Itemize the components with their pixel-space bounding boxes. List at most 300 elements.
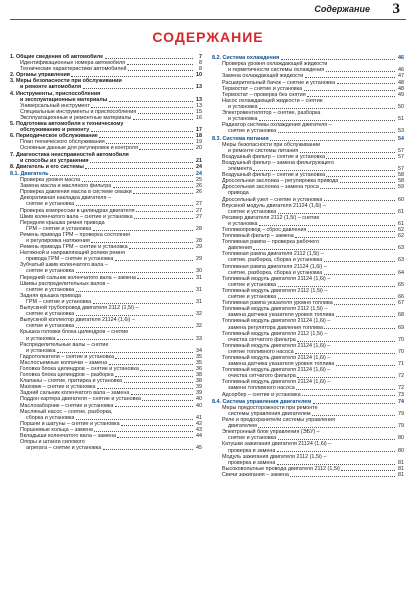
toc-entry-title: Топливный модуль двигателя 2112 (1,5i) – — [222, 306, 328, 313]
toc-entry-page: 13 — [196, 96, 202, 103]
toc-dot-leader — [300, 152, 395, 153]
toc-entry-title: 8.2. Система охлаждения — [212, 55, 280, 62]
toc-entry-title: Поршни и шатуны – снятие и установка — [20, 420, 120, 427]
toc-entry — [212, 392, 404, 398]
toc-dot-leader — [57, 339, 192, 340]
toc-dot-leader — [117, 437, 192, 438]
toc-entry-title: снятие и установка — [26, 268, 75, 275]
toc-dot-leader — [336, 365, 395, 366]
toc-entry-page: 70 — [398, 336, 404, 343]
toc-entry-page: 25 — [196, 177, 202, 184]
toc-entry-title: и эксплуатационные материалы — [20, 96, 108, 103]
toc-entry-page: 73 — [398, 391, 404, 398]
toc-dot-leader — [82, 181, 193, 182]
toc-dot-leader — [142, 400, 192, 401]
toc-entry-page: 26 — [196, 183, 202, 190]
toc-entry-page: 31 — [196, 286, 202, 293]
toc-entry-title: Крышка головки блока цилиндров – снятие — [20, 329, 129, 336]
toc-dot-leader — [281, 59, 395, 60]
toc-entry-title: Свечи зажигания – замена — [222, 471, 289, 478]
toc-entry-title: Шкивы распределительных валов – — [20, 280, 110, 287]
toc-dot-leader — [312, 415, 394, 416]
toc-dot-leader — [90, 162, 192, 163]
toc-entry-title: Проверка давления масла в системе смазки — [20, 189, 132, 196]
toc-entry-page: 50 — [398, 103, 404, 110]
toc-entry-title: Топливный фильтр – замена — [222, 233, 294, 240]
toc-entry-title: и ремонте системы питания — [228, 147, 299, 154]
toc-entry-title: 6. Периодическое обслуживание — [10, 133, 98, 140]
toc-dot-leader — [140, 370, 192, 371]
toc-dot-leader — [297, 341, 394, 342]
toc-entry-page: 42 — [196, 420, 202, 427]
toc-dot-leader — [109, 364, 193, 365]
toc-dot-leader — [326, 71, 395, 72]
toc-entry-page: 62 — [398, 233, 404, 240]
toc-entry-title: Головка блока цилиндров – разборка — [20, 372, 114, 379]
toc-entry-title: Топливный модуль двигателя 2112 (1,5i) – — [222, 330, 328, 337]
toc-dot-leader — [324, 328, 394, 329]
toc-entry-title: Дроссельная заслонка – замена троса — [222, 184, 319, 191]
toc-dot-leader — [105, 58, 193, 59]
toc-entry-title: агрегата – снятие и установка — [26, 445, 102, 452]
toc-entry-title: Проверка уровня охлаждающей жидкости — [222, 61, 328, 68]
toc-entry-page: 58 — [398, 178, 404, 185]
toc-entry-page: 32 — [196, 323, 202, 330]
toc-entry-page: 45 — [196, 445, 202, 452]
toc-entry-title: двигателем — [228, 423, 257, 430]
toc-entry-title: 8.1. Двигатель — [10, 170, 49, 177]
toc-entry-page: 18 — [196, 133, 202, 140]
toc-dot-leader — [76, 419, 193, 420]
toc-dot-leader — [94, 431, 192, 432]
toc-entry-title: Основные данные для регулировок и контроля — [20, 145, 138, 152]
toc-entry-title: Гидротолкатели – снятие и установка — [20, 353, 114, 360]
toc-dot-leader — [115, 358, 192, 359]
toc-entry-title: Топливный модуль двигателя 21124 (1,6i) – — [222, 318, 331, 325]
toc-entry-title: 7. Диагностика неисправностей автомобиля — [10, 151, 129, 158]
toc-entry-title: Топливный модуль двигателя 21124 (1,6i) – — [222, 275, 331, 282]
toc-entry-title: очистка сетчатого фильтра — [228, 336, 296, 343]
toc-dot-leader — [139, 149, 192, 150]
toc-dot-leader — [278, 132, 395, 133]
toc-entry-page: 24 — [196, 170, 202, 177]
toc-dot-leader — [296, 389, 394, 390]
toc-entry-title: Головка блока цилиндров – снятие и установка — [20, 365, 139, 372]
toc-entry-title: Клапаны – снятие, притирка и установка — [20, 378, 123, 385]
toc-entry-page: 62 — [398, 227, 404, 233]
toc-entry-title: Топливопровод – сброс давления — [222, 227, 307, 233]
toc-dot-leader — [57, 352, 192, 353]
toc-entry-title: 1. Общие сведения об автомобиле — [10, 54, 104, 60]
toc-entry-page: 36 — [196, 365, 202, 372]
toc-entry-title: Реле и предохранители системы управления — [222, 417, 336, 424]
toc-entry-title: Меры безопасности при обслуживании — [222, 141, 320, 148]
toc-entry-title: Топливный модуль двигателя 21124 (1,6i) – — [222, 354, 331, 361]
toc-entry-title: системы управления двигателем — [228, 411, 311, 417]
toc-entry-title: Опоры и штанги силового — [20, 439, 85, 446]
toc-entry-title: Топливная рампа двигателя 2112 (1,5i) – — [222, 251, 324, 258]
toc-entry-page: 68 — [398, 312, 404, 319]
toc-entry-title: Задний сальник коленчатого вала – замена — [20, 390, 130, 397]
toc-entry-title: Замена масла и масляного фильтра — [20, 183, 112, 190]
toc-entry-title: Маховик – снятие и установка — [20, 384, 96, 391]
toc-entry-title: и установка — [26, 347, 56, 354]
toc-dot-leader — [334, 304, 394, 305]
toc-entry-title: Расширительный бачок – снятие и установка — [222, 79, 336, 86]
toc-entry-page: 59 — [398, 184, 404, 191]
toc-entry-title: 8.4. Система управления двигателем — [212, 398, 312, 405]
toc-dot-leader — [138, 113, 193, 114]
toc-entry-title: 4. Инструменты, приспособления — [10, 90, 101, 97]
toc-entry-title: Вкладыши коленчатого вала – замена — [20, 433, 116, 439]
toc-entry — [212, 472, 404, 478]
toc-dot-leader — [121, 425, 192, 426]
toc-entry-page: 57 — [398, 166, 404, 173]
toc-entry-page: 13 — [196, 102, 202, 109]
toc-entry-page: 43 — [196, 426, 202, 433]
toc-entry-page: 81 — [398, 459, 404, 466]
toc-dot-leader — [76, 291, 193, 292]
toc-dot-leader — [76, 205, 193, 206]
toc-entry-title: снятие и установка — [228, 435, 277, 442]
toc-dot-leader — [91, 242, 192, 243]
toc-entry-title: снятие и установка — [228, 294, 277, 301]
toc-entry — [212, 128, 404, 134]
toc-entry-title: Высоковольтные провода двигателя 2112 (1,5i) — [222, 465, 340, 472]
toc-entry-page: 79 — [398, 411, 404, 417]
toc-entry-title: Топливная рампа двигателя 21124 (1,6i) – — [222, 263, 327, 270]
toc-entry-title: Зубчатый шкив коленчатого вала – — [20, 262, 108, 269]
toc-dot-leader — [106, 143, 192, 144]
toc-entry-page: 72 — [398, 373, 404, 380]
toc-dot-leader — [308, 231, 395, 232]
toc-entry-page: 13 — [196, 84, 202, 91]
toc-entry-page: 80 — [398, 435, 404, 442]
toc-entry-title: снятие и установка — [26, 286, 75, 293]
toc-entry-page: 32 — [196, 311, 202, 318]
toc-entry-page: 53 — [398, 128, 404, 135]
toc-entry-page: 26 — [196, 189, 202, 196]
toc-entry-title: Проверка компрессии в цилиндрах двигателя — [20, 207, 135, 214]
toc-entry-title: Идентификационные номера автомобиля — [20, 60, 126, 67]
toc-entry-page: 7 — [199, 54, 202, 60]
toc-entry-page: 8 — [199, 66, 202, 73]
toc-dot-leader — [76, 315, 193, 316]
toc-entry-page: 24 — [196, 163, 202, 170]
toc-entry-page: 48 — [398, 79, 404, 86]
toc-entry-page: 63 — [398, 257, 404, 264]
toc-entry-title: Выпускной коллектор двигателя 21124 (1,6i) – — [20, 317, 135, 324]
toc-dot-leader — [253, 170, 394, 171]
toc-entry-title: Воздушный фильтр – замена фильтрующего — [222, 159, 334, 166]
toc-entry-page: 44 — [196, 433, 202, 439]
toc-dot-leader — [137, 278, 192, 279]
toc-entry-title: Термостат – снятие и установка — [222, 85, 303, 92]
toc-entry-title: проверка и замена — [228, 459, 276, 466]
toc-entry-page: 46 — [398, 55, 404, 62]
toc-dot-leader — [277, 464, 395, 465]
toc-entry — [10, 164, 202, 170]
toc-entry-title: и установка — [26, 335, 56, 342]
toc-entry-title: давления — [228, 245, 252, 252]
toc-entry-title: и ремонте автомобиля — [20, 84, 82, 91]
toc-entry-title: обслуживанию и ремонту — [20, 127, 90, 134]
toc-dot-leader — [326, 176, 394, 177]
toc-entry-title: Насос охлаждающей жидкости – снятие — [222, 97, 323, 104]
toc-entry-page: 29 — [196, 244, 202, 251]
toc-entry-page: 71 — [398, 361, 404, 368]
toc-entry-page: 34 — [196, 347, 202, 354]
toc-entry-page: 39 — [196, 390, 202, 397]
toc-right-column — [212, 54, 404, 478]
toc-entry-page: 79 — [398, 423, 404, 430]
toc-entry-title: Ремень привода ГРМ – снятие и установка — [20, 244, 128, 251]
toc-entry-title: проверка и замена — [228, 447, 276, 454]
toc-entry-title: привода — [228, 190, 249, 197]
toc-entry-title: Воздушный фильтр – снятие и установка — [222, 172, 325, 179]
toc-entry-title: Дроссельный узел – снятие и установка — [222, 196, 323, 203]
toc-dot-leader — [270, 140, 394, 141]
page-title: СОДЕРЖАНИЕ — [152, 29, 264, 45]
toc-dot-leader — [99, 137, 192, 138]
toc-entry-page: 58 — [398, 172, 404, 179]
toc-dot-leader — [324, 261, 395, 262]
toc-entry-title: замена регулятора давления топлива — [228, 324, 323, 331]
toc-dot-leader — [313, 403, 395, 404]
toc-entry-title: Выпускной трубопровод двигателя 2112 (1,5i) – — [20, 305, 139, 312]
toc-entry-title: Эксплуатационные и ремонтные материалы — [20, 114, 132, 121]
toc-entry-title: Топливная рампа – проверка рабочего — [222, 239, 320, 246]
toc-entry-title: ГРМ – снятие и установка — [26, 298, 92, 305]
toc-entry-title: очистка сетчатого фильтра — [228, 373, 296, 380]
toc-entry-title: снятие и установка — [26, 323, 75, 330]
toc-dot-leader — [324, 274, 395, 275]
toc-entry-page: 20 — [196, 145, 202, 152]
toc-dot-leader — [305, 77, 395, 78]
toc-entry-title: Передний сальник коленчатого вала – замена — [20, 274, 136, 281]
toc-entry-title: Проверка уровня масла — [20, 177, 81, 184]
toc-dot-leader — [337, 83, 395, 84]
toc-entry-page: 16 — [196, 114, 202, 121]
toc-entry-page: 67 — [398, 300, 404, 307]
toc-entry-title: Поддон картера двигателя – снятие и установка — [20, 396, 141, 403]
toc-entry-page: 35 — [196, 353, 202, 360]
toc-dot-leader — [259, 120, 394, 121]
toc-entry-page: 29 — [196, 256, 202, 263]
toc-entry-title: Задняя крышка привода — [20, 292, 81, 299]
toc-entry-title: замена датчика указателя уровня топлива — [228, 361, 335, 368]
toc-entry-title: Меры предосторожности при ремонте — [222, 404, 318, 411]
toc-entry-page: 31 — [196, 274, 202, 281]
page-number: 3 — [392, 1, 400, 17]
running-header: Содержание — [314, 4, 370, 14]
header-divider — [10, 19, 406, 20]
toc-entry-page: 70 — [398, 348, 404, 355]
toc-dot-leader — [340, 182, 395, 183]
toc-entry-title: Специальные инструменты и приспособления — [20, 108, 137, 115]
toc-entry-title: снятие, разборка, сборка и установка — [228, 269, 323, 276]
toc-dot-leader — [133, 193, 192, 194]
toc-entry-title: Электровентилятор – снятие, разборка — [222, 110, 321, 117]
toc-dot-leader — [134, 218, 192, 219]
toc-entry-title: Топливный модуль двигателя 21124 (1,6i) – — [222, 379, 331, 386]
toc-entry-page: 69 — [398, 324, 404, 331]
toc-entry-page: 35 — [196, 359, 202, 366]
toc-entry-page: 28 — [196, 225, 202, 232]
toc-entry-title: Масляный насос – снятие, разборка, — [20, 408, 113, 415]
toc-entry-page: 28 — [196, 238, 202, 244]
toc-entry-title: Замена охлаждающей жидкости — [222, 73, 304, 80]
toc-dot-leader — [129, 248, 192, 249]
toc-entry-title: элемента — [228, 166, 252, 173]
toc-dot-leader — [83, 88, 193, 89]
toc-dot-leader — [297, 377, 394, 378]
toc-entry-title: 8. Двигатель и его системы — [10, 163, 84, 170]
toc-entry-title: сборка и установка — [26, 414, 75, 421]
toc-entry-page: 49 — [398, 91, 404, 98]
toc-entry-title: Маслозаборник – снятие и установка — [20, 402, 114, 409]
toc-entry-page: 81 — [398, 465, 404, 472]
toc-entry-title: и способы их устранения — [20, 157, 89, 164]
toc-dot-leader — [320, 188, 394, 189]
toc-dot-leader — [341, 470, 394, 471]
toc-entry-title: 8.3. Система питания — [212, 135, 269, 142]
toc-entry-page: 48 — [398, 85, 404, 92]
toc-dot-leader — [307, 96, 394, 97]
toc-entry-page: 27 — [196, 213, 202, 220]
toc-entry-title: Радиатор системы охлаждения двигателя – — [222, 122, 332, 129]
toc-dot-leader — [76, 272, 193, 273]
toc-entry-title: Термостат – проверка без снятия — [222, 91, 306, 98]
toc-entry-page: 15 — [196, 108, 202, 115]
toc-entry-title: Поршневые кольца – замена — [20, 426, 93, 433]
toc-entry-page: 64 — [398, 269, 404, 276]
toc-dot-leader — [93, 230, 193, 231]
toc-dot-leader — [290, 476, 394, 477]
toc-entry — [10, 445, 202, 451]
toc-dot-leader — [85, 168, 192, 169]
toc-entry-title: Универсальный инструмент — [20, 102, 90, 109]
toc-entry-title: Распределительные валы – снятие — [20, 341, 109, 348]
toc-dot-leader — [124, 382, 193, 383]
toc-entry-title: План технического обслуживания — [20, 139, 105, 146]
toc-entry-page: 40 — [196, 402, 202, 409]
toc-entry-title: Передняя крышка ремня привода — [20, 219, 105, 226]
toc-entry-page: 74 — [398, 398, 404, 405]
toc-dot-leader — [304, 90, 395, 91]
toc-entry-page: 39 — [196, 384, 202, 391]
toc-entry-title: и регулировка натяжения — [26, 238, 90, 244]
toc-entry-title: снятие, разборка, сборка и установка — [228, 257, 323, 264]
toc-dot-leader — [50, 175, 192, 176]
toc-dot-leader — [253, 249, 394, 250]
toc-entry-page: 27 — [196, 201, 202, 208]
toc-dot-leader — [324, 200, 395, 201]
toc-dot-leader — [326, 158, 394, 159]
toc-entry-page: 31 — [196, 298, 202, 305]
toc-entry-page: 10 — [196, 72, 202, 79]
toc-dot-leader — [259, 225, 394, 226]
toc-entry-title: привода ГРМ – снятие и установка — [26, 256, 114, 263]
toc-entry-title: Электронный блок управления (ЭБУ) – — [222, 429, 320, 436]
toc-entry-title: Модуль зажигания двигателя 2112 (1,5i) – — [222, 453, 327, 460]
toc-entry-page: 47 — [398, 73, 404, 80]
toc-dot-leader — [109, 101, 193, 102]
toc-entry-title: Топливная рампа указателя уровня топлива — [222, 300, 333, 307]
toc-entry-page: 61 — [398, 220, 404, 227]
toc-entry-title: снятие и установка — [26, 201, 75, 208]
toc-dot-leader — [278, 439, 395, 440]
toc-entry-title: Ремень привода ГРМ – проверка состояния — [20, 231, 130, 238]
toc-dot-leader — [133, 119, 193, 120]
toc-entry-page: 46 — [398, 67, 404, 74]
toc-dot-leader — [336, 316, 395, 317]
toc-entry-page: 38 — [196, 378, 202, 385]
toc-entry-page: 80 — [398, 447, 404, 454]
toc-entry-page: 51 — [398, 116, 404, 123]
toc-entry-title: 2. Органы управления — [10, 72, 70, 79]
toc-entry-page: 57 — [398, 147, 404, 154]
toc-dot-leader — [295, 237, 394, 238]
toc-entry-page: 81 — [398, 471, 404, 478]
toc-entry-title: Воздушный фильтр – снятие и установка — [222, 153, 325, 160]
toc-entry-title: и установка — [228, 103, 258, 110]
toc-dot-leader — [295, 353, 394, 354]
toc-entry-title: снятие и установка — [26, 311, 75, 318]
toc-dot-leader — [302, 395, 394, 396]
toc-entry-page: 41 — [196, 414, 202, 421]
toc-entry-title: замена датчика указателя уровня топлива — [228, 312, 335, 319]
toc-entry-title: Декоративная накладка двигателя – — [20, 195, 111, 202]
toc-entry-title: Топливный модуль двигателя 21124 (1,6i) – — [222, 367, 331, 374]
toc-dot-leader — [91, 131, 193, 132]
toc-dot-leader — [128, 70, 192, 71]
toc-entry-title: Маслосъемные колпачки – замена — [20, 359, 108, 366]
toc-dot-leader — [259, 108, 394, 109]
toc-entry-title: Адсорбер – снятие и установка — [222, 391, 301, 398]
toc-dot-leader — [136, 211, 192, 212]
toc-entry-page: 66 — [398, 294, 404, 301]
toc-entry-page: 72 — [398, 385, 404, 392]
toc-dot-leader — [131, 394, 193, 395]
toc-entry-title: Шкив коленчатого вала – снятие и установка — [20, 213, 133, 220]
toc-entry-title: Дроссельная заслонка – регулировка привода — [222, 178, 339, 185]
toc-dot-leader — [76, 327, 193, 328]
toc-entry-title: снятие и установка — [228, 208, 277, 215]
toc-entry-title: 3. Меры безопасности при обслуживании — [10, 78, 122, 85]
toc-entry-title: Топливный модуль двигателя 2112 (1,5i) – — [222, 287, 328, 294]
toc-entry-page: 38 — [196, 372, 202, 379]
toc-entry-page: 54 — [398, 135, 404, 142]
toc-dot-leader — [91, 107, 192, 108]
toc-entry-page: 27 — [196, 207, 202, 214]
toc-entry-title: Ресивер двигателя 2112 (1,5i) – снятие — [222, 214, 320, 221]
toc-dot-leader — [278, 286, 395, 287]
toc-entry-title: ГРМ – снятие и установка — [26, 225, 92, 232]
toc-entry-page: 19 — [196, 139, 202, 146]
toc-dot-leader — [93, 303, 193, 304]
toc-entry-title: и герметичности системы охлаждения — [228, 67, 325, 74]
toc-entry-page: 21 — [196, 157, 202, 164]
toc-dot-leader — [115, 376, 192, 377]
toc-dot-leader — [113, 187, 193, 188]
toc-entry-title: замена топливного насоса — [228, 385, 295, 392]
toc-dot-leader — [278, 213, 395, 214]
toc-dot-leader — [278, 298, 395, 299]
toc-entry-title: Топливный модуль двигателя 21124 (1,6i) – — [222, 342, 331, 349]
toc-dot-leader — [115, 406, 193, 407]
toc-entry-page: 40 — [196, 396, 202, 403]
